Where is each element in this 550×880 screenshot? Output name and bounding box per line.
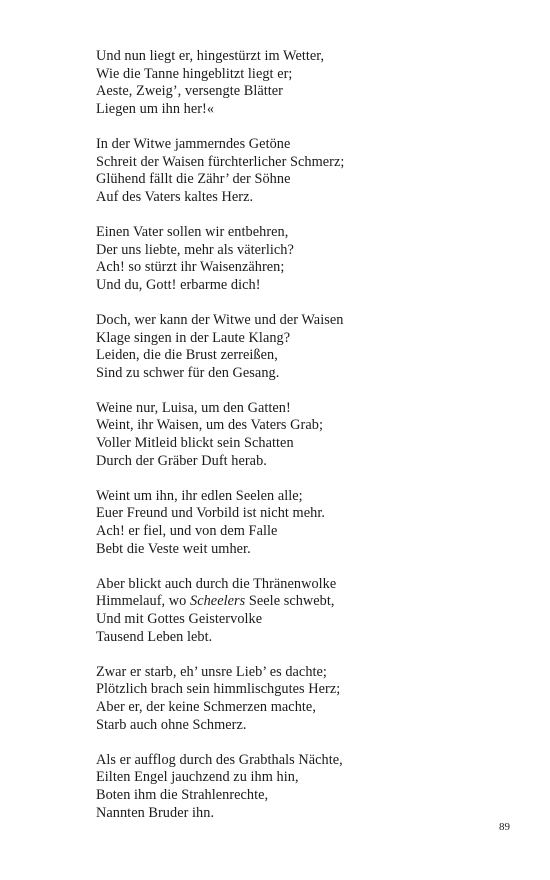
poem-line: Wie die Tanne hingeblitzt liegt er;: [96, 65, 293, 82]
poem-line: Boten ihm die Strahlenrechte,: [96, 786, 269, 803]
poem-line: Aber er, der keine Schmerzen machte,: [96, 698, 316, 715]
stanza-5: [96, 400, 496, 470]
poem-line: Starb auch ohne Schmerz.: [96, 716, 247, 733]
poem-line: Bebt die Veste weit umher.: [96, 540, 251, 557]
poem-line: Leiden, die die Brust zerreißen,: [96, 347, 278, 364]
stanza-2: [96, 136, 496, 206]
poem-line: Und nun liegt er, hingestürzt im Wetter,: [96, 48, 325, 64]
poem-line: Durch der Gräber Duft herab.: [96, 452, 267, 469]
stanza-9: [96, 752, 496, 822]
poem-line: Glühend fällt die Zähr’ der Söhne: [96, 171, 291, 188]
page-number: 89: [499, 821, 510, 833]
poem-line: Himmelauf, wo Scheelers Seele schwebt,: [96, 593, 335, 610]
stanza-7: [96, 576, 496, 646]
stanza-8: [96, 664, 496, 734]
poem-line: Ach! so stürzt ihr Waisenzähren;: [96, 259, 285, 276]
poem-line: Auf des Vaters kaltes Herz.: [96, 188, 254, 205]
stanza-4: [96, 312, 496, 382]
poem-line: Schreit der Waisen fürchterlicher Schmerz;: [96, 153, 345, 170]
poem-body: [96, 48, 496, 840]
poem-line: Zwar er starb, eh’ unsre Lieb’ es dachte;: [96, 663, 327, 680]
poem-line: Tausend Leben lebt.: [96, 628, 213, 645]
poem-line: Und du, Gott! erbarme dich!: [96, 276, 261, 293]
poem-line: In der Witwe jammerndes Getöne: [96, 135, 291, 152]
poem-line: Nannten Bruder ihn.: [96, 804, 215, 821]
poem-line: Voller Mitleid blickt sein Schatten: [96, 435, 294, 452]
poem-line: Eilten Engel jauchzend zu ihm hin,: [96, 769, 299, 786]
poem-line: Plötzlich brach sein himmlischgutes Herz;: [96, 681, 341, 698]
poem-line: Der uns liebte, mehr als väterlich?: [96, 241, 294, 258]
poem-line: Weine nur, Luisa, um den Gatten!: [96, 399, 291, 416]
stanza-3: [96, 224, 496, 294]
poem-line: Sind zu schwer für den Gesang.: [96, 364, 280, 381]
poem-line: Weint um ihn, ihr edlen Seelen alle;: [96, 487, 303, 504]
poem-line: Liegen um ihn her!«: [96, 100, 215, 117]
poem-line: Und mit Gottes Geistervolke: [96, 611, 263, 627]
poem-line: Weint, ihr Waisen, um des Vaters Grab;: [96, 417, 323, 434]
poem-line: Ach! er fiel, und von dem Falle: [96, 523, 278, 540]
poem-line: Einen Vater sollen wir entbehren,: [96, 223, 289, 240]
stanza-6: [96, 488, 496, 558]
italic-name: Scheelers: [190, 593, 246, 610]
poem-line: Klage singen in der Laute Klang?: [96, 329, 291, 346]
poem-line: Aeste, Zweig’, versengte Blätter: [96, 83, 283, 100]
poem-line: Euer Freund und Vorbild ist nicht mehr.: [96, 505, 325, 522]
poem-line: Aber blickt auch durch die Thränenwolke: [96, 575, 337, 592]
stanza-1: [96, 48, 496, 118]
poem-line: Als er aufflog durch des Grabthals Nächte,: [96, 751, 343, 768]
poem-line: Doch, wer kann der Witwe und der Waisen: [96, 311, 344, 328]
